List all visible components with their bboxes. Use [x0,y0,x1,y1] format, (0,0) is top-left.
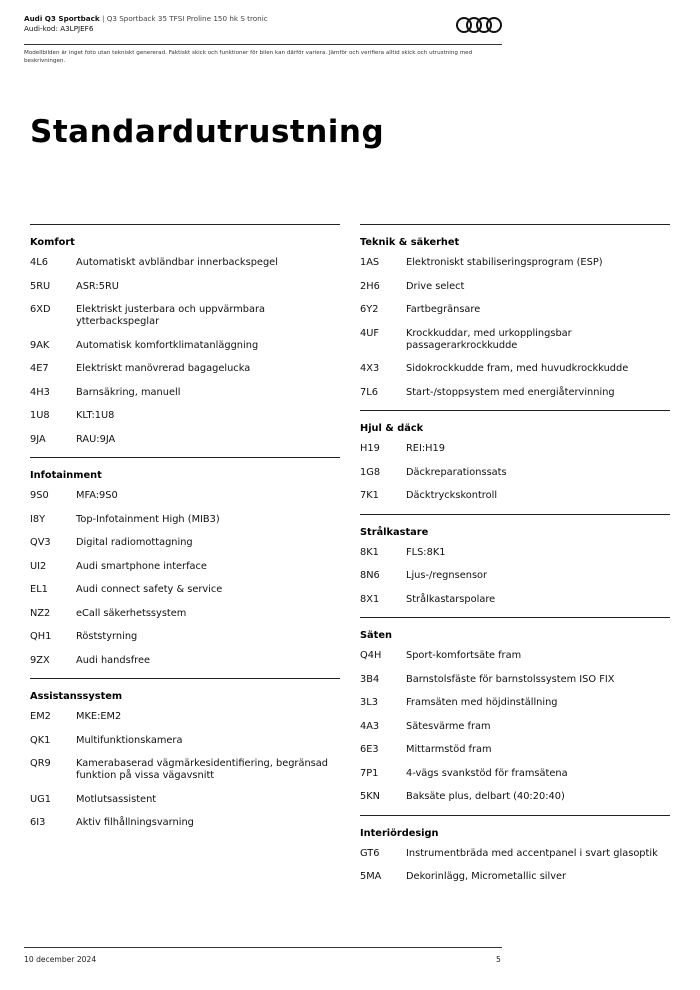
item-code: 1AS [360,257,380,268]
item-code: 6I3 [30,817,46,828]
item-code: UG1 [30,793,51,805]
item-code: 5MA [360,871,382,882]
item-description: Barnstolsfäste för barnstolssystem ISO FIX [406,673,615,685]
item-code: QV3 [30,537,51,548]
section-title: Strålkastare [360,526,429,538]
item-code: NZ2 [30,607,51,619]
model-line [24,14,502,24]
document-header [24,14,502,34]
item-description: Instrumentbräda med accentpanel i svart glasoptik [406,847,658,859]
item-code: 5KN [360,791,380,802]
item-description: Automatiskt avbländbar innerbackspegel [76,257,278,268]
item-code: 3B4 [360,673,380,685]
item-description: Start-/stoppsystem med energiåtervinning [406,386,615,398]
audi-code: Audi-kod: A3LPJEF6 [24,24,94,33]
header-divider [24,44,502,45]
item-code: UI2 [30,560,47,572]
equipment-section [360,815,670,895]
item-code: 4A3 [360,720,380,732]
section-title: Teknik & säkerhet [360,237,460,248]
equipment-section [30,224,340,457]
equipment-section [30,678,340,841]
item-description: Sätesvärme fram [406,720,491,732]
item-code: 4E7 [30,363,49,374]
equipment-item [30,257,340,281]
item-description: Sport-komfortsäte fram [406,650,522,661]
item-code: 1U8 [30,410,50,421]
item-description: Krockkuddar, med urkopplingsbar passagerarkrockkudde [406,327,572,351]
item-description: Drive select [406,280,465,292]
equipment-item [360,697,670,721]
equipment-item [360,570,670,594]
equipment-item [360,744,670,768]
equipment-item [30,561,340,585]
item-code: QK1 [30,734,51,746]
equipment-item [360,848,670,872]
item-code: GT6 [360,847,380,859]
item-code: Q4H [360,650,382,661]
equipment-section [360,410,670,514]
equipment-item [360,791,670,815]
item-code: 2H6 [360,280,380,292]
item-code: 4UF [360,327,380,339]
item-code: QR9 [30,758,51,769]
item-code: H19 [360,443,380,454]
item-description: Barnsäkring, manuell [76,386,181,398]
item-code: QH1 [30,631,52,642]
section-title: Interiördesign [360,827,439,839]
equipment-item [360,387,670,411]
equipment-item [30,711,340,735]
footer-divider [24,947,502,948]
equipment-item [360,721,670,745]
item-code: EL1 [30,584,48,595]
item-description: Digital radiomottagning [76,537,193,548]
model-variant: | Q3 Sportback 35 TFSI Proline 150 hk S tronic [101,14,268,23]
item-description: Fartbegränsare [406,304,481,315]
page-number: 5 [496,955,501,964]
equipment-item [360,328,670,364]
item-code: 9JA [30,433,46,445]
equipment-item [30,514,340,538]
equipment-item [360,443,670,467]
item-description: Elektroniskt stabiliseringsprogram (ESP) [406,257,603,268]
item-description: Aktiv filhållningsvarning [76,817,194,828]
section-title: Komfort [30,237,75,248]
item-description: Baksäte plus, delbart (40:20:40) [406,791,565,802]
equipment-item [360,547,670,571]
equipment-item [360,281,670,305]
item-code: I8Y [30,513,46,525]
equipment-item [30,363,340,387]
item-code: 7P1 [360,767,379,779]
item-description: REI:H19 [406,443,446,454]
equipment-item [360,490,670,514]
page-title: Standardutrustning [30,114,385,150]
item-code: 9ZX [30,654,50,666]
item-code: 6Y2 [360,304,379,315]
item-description: Sidokrockkudde fram, med huvudkrockkudde [406,363,629,374]
item-description: Elektriskt manövrerad bagagelucka [76,363,251,374]
equipment-item [360,768,670,792]
item-code: 1G8 [360,466,381,478]
equipment-item [30,655,340,679]
equipment-item [30,410,340,434]
item-code: 4X3 [360,363,380,374]
section-title: Infotainment [30,470,102,481]
item-code: 6E3 [360,744,379,755]
item-code: EM2 [30,711,51,722]
item-description: RAU:9JA [76,433,116,445]
equipment-item [30,281,340,305]
item-description: Framsäten med höjdinställning [406,697,558,708]
disclaimer-text: Modellbilden är inget foto utan tekniskt genererad. Faktiskt skick och funktioner för bilen kan därför variera. Jämför och verifiera alltid skick och utrustning med beskrivningen. [24,50,473,64]
equipment-item [360,674,670,698]
equipment-item [30,758,340,794]
item-description: Audi handsfree [76,654,151,666]
equipment-item [30,490,340,514]
item-description: MKE:EM2 [76,711,122,722]
item-description: Kamerabaserad vägmärkesidentifiering, begränsad funktion på vissa vägavsnitt [76,758,329,781]
equipment-item [30,340,340,364]
equipment-item [30,794,340,818]
equipment-item [30,817,340,841]
item-description: KLT:1U8 [76,410,115,421]
item-code: 4H3 [30,386,50,398]
section-title: Hjul & däck [360,423,424,434]
right-column [360,224,670,895]
item-code: 7L6 [360,386,378,398]
equipment-section [360,617,670,815]
item-description: Multifunktionskamera [76,734,183,746]
item-description: Däckreparationssats [406,466,507,478]
equipment-item [30,387,340,411]
equipment-item [30,304,340,340]
model-name: Audi Q3 Sportback [24,14,100,23]
equipment-section [30,457,340,678]
item-description: FLS:8K1 [406,546,446,558]
item-code: 3L3 [360,697,378,708]
item-code: 8X1 [360,593,380,605]
equipment-item [360,304,670,328]
item-code: 5RU [30,280,51,292]
equipment-item [30,631,340,655]
item-description: Dekorinlägg, Micrometallic silver [406,871,567,882]
item-description: Röststyrning [76,631,138,642]
equipment-item [30,584,340,608]
item-code: 9AK [30,339,50,351]
section-title: Assistanssystem [30,691,123,702]
item-description: Motlutsassistent [76,793,157,805]
item-description: Ljus-/regnsensor [406,570,488,581]
equipment-item [360,363,670,387]
item-code: 8N6 [360,570,380,581]
item-code: 6XD [30,304,51,315]
equipment-item [360,594,670,618]
equipment-item [360,871,670,895]
item-description: Top-Infotainment High (MIB3) [76,513,220,525]
equipment-section [360,514,670,618]
item-description: Audi smartphone interface [76,560,207,572]
equipment-item [30,608,340,632]
item-code: 9S0 [30,490,49,501]
item-description: Mittarmstöd fram [406,744,492,755]
item-code: 8K1 [360,546,379,558]
item-description: Däcktryckskontroll [406,490,498,501]
item-code: 7K1 [360,490,379,501]
item-description: eCall säkerhetssystem [76,607,187,619]
equipment-item [360,650,670,674]
equipment-item [360,467,670,491]
item-description: Automatisk komfortklimatanläggning [76,339,259,351]
equipment-item [360,257,670,281]
item-description: ASR:5RU [76,280,119,292]
equipment-section [360,224,670,410]
left-column [30,224,340,841]
item-description: Elektriskt justerbara och uppvärmbara ytterbackspeglar [76,304,266,327]
audi-rings-icon [455,16,503,34]
footer-date: 10 december 2024 [24,955,97,964]
item-description: Strålkastarspolare [406,593,496,605]
item-code: 4L6 [30,257,48,268]
item-description: MFA:9S0 [76,490,118,501]
equipment-item [30,434,340,458]
section-title: Säten [360,630,392,641]
equipment-item [30,735,340,759]
item-description: Audi connect safety & service [76,584,223,595]
equipment-item [30,537,340,561]
item-description: 4-vägs svankstöd för framsätena [406,767,568,779]
